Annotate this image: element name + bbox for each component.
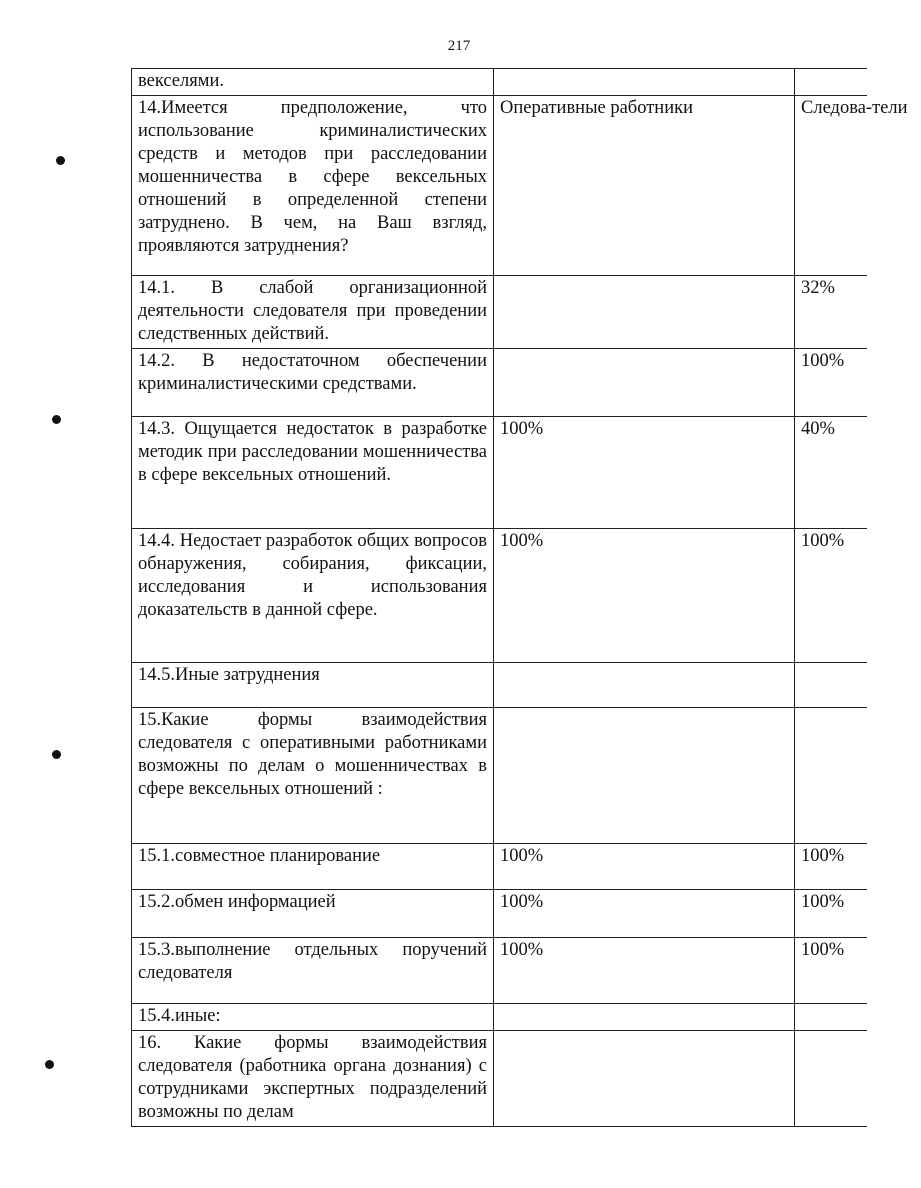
operatives-cell (494, 1004, 795, 1031)
page-number: 217 (447, 38, 471, 54)
investigators-cell (795, 69, 867, 96)
investigators-cell (795, 1031, 867, 1127)
question-cell: 14.5.Иные затруднения (132, 663, 494, 708)
operatives-header-cell: Оперативные работники (494, 96, 795, 276)
table-row (132, 708, 867, 844)
investigators-cell: 100% (795, 890, 867, 938)
investigators-cell: 100% (795, 938, 867, 1004)
operatives-cell (494, 1031, 795, 1127)
investigators-header-label: Следова-тели (801, 98, 908, 118)
operatives-cell: 100% (494, 890, 795, 938)
question-cell: 14.4. Недостает разработок общих вопросов обнаружения, собирания, фиксации, исследования и использования доказательств в данной сфере. (132, 529, 494, 663)
binding-hole-mark (45, 1060, 54, 1069)
table-row (132, 663, 867, 708)
table-row (132, 1031, 867, 1127)
operatives-cell (494, 69, 795, 96)
question-cell: 15.Какие формы взаимодействия следователя с оперативными работниками возможны по делам о мошенничествах в сфере вексельных отношений : (132, 708, 494, 844)
table-row (132, 276, 867, 349)
operatives-cell (494, 276, 795, 349)
investigators-header-cell (795, 96, 908, 276)
table-row (132, 844, 867, 890)
question-cell: 15.1.совместное планирование (132, 844, 494, 890)
question-cell: векселями. (132, 69, 494, 96)
question-cell: 14.2. В недостаточном обеспечении криминалистическими средствами. (132, 349, 494, 417)
operatives-cell: 100% (494, 529, 795, 663)
table-row (132, 349, 867, 417)
operatives-cell: 100% (494, 417, 795, 529)
investigators-cell: 40% (795, 417, 867, 529)
table-row (132, 890, 867, 938)
operatives-cell: 100% (494, 844, 795, 890)
question-cell: 15.3.выполнение отдельных поручений следователя (132, 938, 494, 1004)
table-row (132, 96, 867, 276)
question-cell: 14.3. Ощущается недостаток в разработке методик при расследовании мошенничества в сфере вексельных отношений. (132, 417, 494, 529)
survey-table (131, 68, 908, 1127)
operatives-cell: 100% (494, 938, 795, 1004)
table-row (132, 529, 867, 663)
investigators-cell (795, 708, 867, 844)
question-cell: 14.Имеется предположение, что использование криминалистических средств и методов при расследовании мошенничества в сфере вексельных отношений в определенной степени затруднено. В чем, на Ваш взгляд, проявляются затруднения? (132, 96, 494, 276)
investigators-cell: 32% (795, 276, 867, 349)
operatives-cell (494, 708, 795, 844)
question-cell: 15.2.обмен информацией (132, 890, 494, 938)
binding-hole-mark (52, 750, 61, 759)
question-cell: 16. Какие формы взаимодействия следователя (работника органа дознания) с сотрудниками экспертных подразделений возможны по делам (132, 1031, 494, 1127)
binding-hole-mark (56, 156, 65, 165)
question-cell: 15.4.иные: (132, 1004, 494, 1031)
operatives-cell (494, 663, 795, 708)
investigators-cell: 100% (795, 844, 867, 890)
table-row (132, 938, 867, 1004)
table-row (132, 69, 867, 96)
table-row (132, 417, 867, 529)
investigators-cell (795, 1004, 867, 1031)
question-cell: 14.1. В слабой организационной деятельности следователя при проведении следственных действий. (132, 276, 494, 349)
investigators-cell (795, 663, 867, 708)
table-row (132, 1004, 867, 1031)
binding-hole-mark (52, 415, 61, 424)
investigators-cell: 100% (795, 349, 867, 417)
operatives-cell (494, 349, 795, 417)
investigators-cell: 100% (795, 529, 867, 663)
